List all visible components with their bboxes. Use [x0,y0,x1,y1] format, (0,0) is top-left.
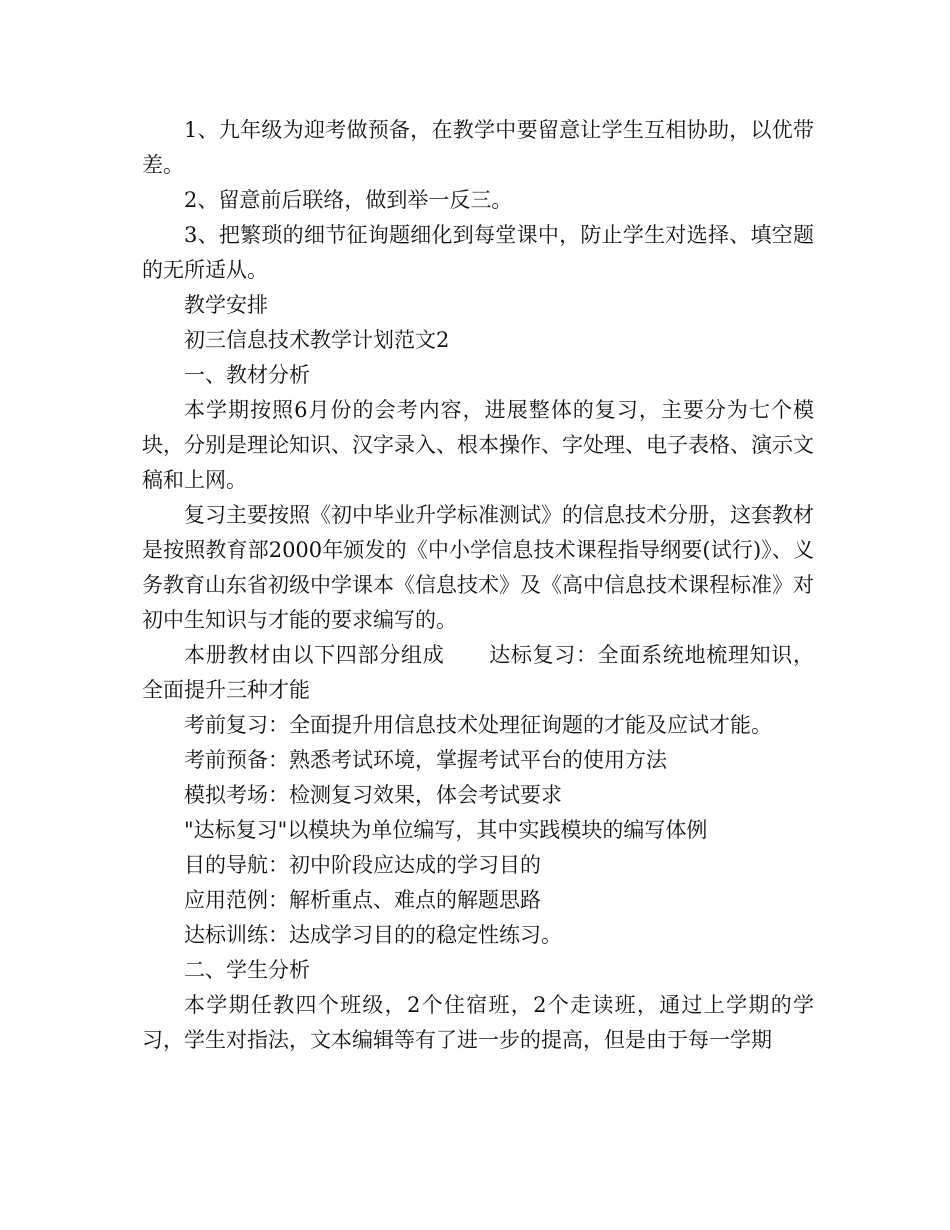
paragraph-details: 3、把繁琐的细节征询题细化到每堂课中，防止学生对选择、填空题的无所适从。 [142,223,814,282]
composition-first-part: 达标复习：全面系统地梳理知识，全面提升三种才能 [142,643,815,702]
paragraph-review-basis: 复习主要按照《初中毕业升学标准测试》的信息技术分册，这套教材是按照教育部2000年颁发的《中小学信息技术课程指导纲要(试行)》、义务教育山东省初级中学课本《信息技术》及《高中信息技术课程标准》对初中生知识与才能的要求编写的。 [142,503,814,632]
document-body [142,113,814,1058]
paragraph-pre-exam-prep: 考前预备：熟悉考试环境，掌握考试平台的使用方法 [184,748,667,772]
paragraph-composition [142,638,814,708]
heading-teaching-arrangement: 教学安排 [184,293,268,317]
composition-intro: 本册教材由以下四部分组成 [184,643,445,667]
paragraph-student-analysis: 本学期任教四个班级，2个住宿班，2个走读班，通过上学期的学习，学生对指法，文本编辑等有了进一步的提高，但是由于每一学期 [142,993,814,1052]
paragraph-training: 达标训练：达成学习目的的稳定性练习。 [184,923,562,947]
paragraph-goal-navigation: 目的导航：初中阶段应达成的学习目的 [184,853,541,877]
paragraph-module-format: "达标复习"以模块为单位编写，其中实践模块的编写体例 [184,818,708,842]
document-title: 初三信息技术教学计划范文2 [184,328,450,352]
paragraph-mock-exam: 模拟考场：检测复习效果，体会考试要求 [184,783,562,807]
section-heading-student-analysis: 二、学生分析 [184,958,310,982]
paragraph-exam-prep: 1、九年级为迎考做预备，在教学中要留意让学生互相协助，以优带差。 [142,118,814,177]
paragraph-application-examples: 应用范例：解析重点、难点的解题思路 [184,888,541,912]
paragraph-connections: 2、留意前后联络，做到举一反三。 [184,188,513,212]
paragraph-pre-exam-review: 考前复习：全面提升用信息技术处理征询题的才能及应试才能。 [184,713,772,737]
paragraph-semester-review: 本学期按照6月份的会考内容，进展整体的复习，主要分为七个模块，分别是理论知识、汉字录入、根本操作、字处理、电子表格、演示文稿和上网。 [142,398,814,492]
section-heading-textbook-analysis: 一、教材分析 [184,363,310,387]
